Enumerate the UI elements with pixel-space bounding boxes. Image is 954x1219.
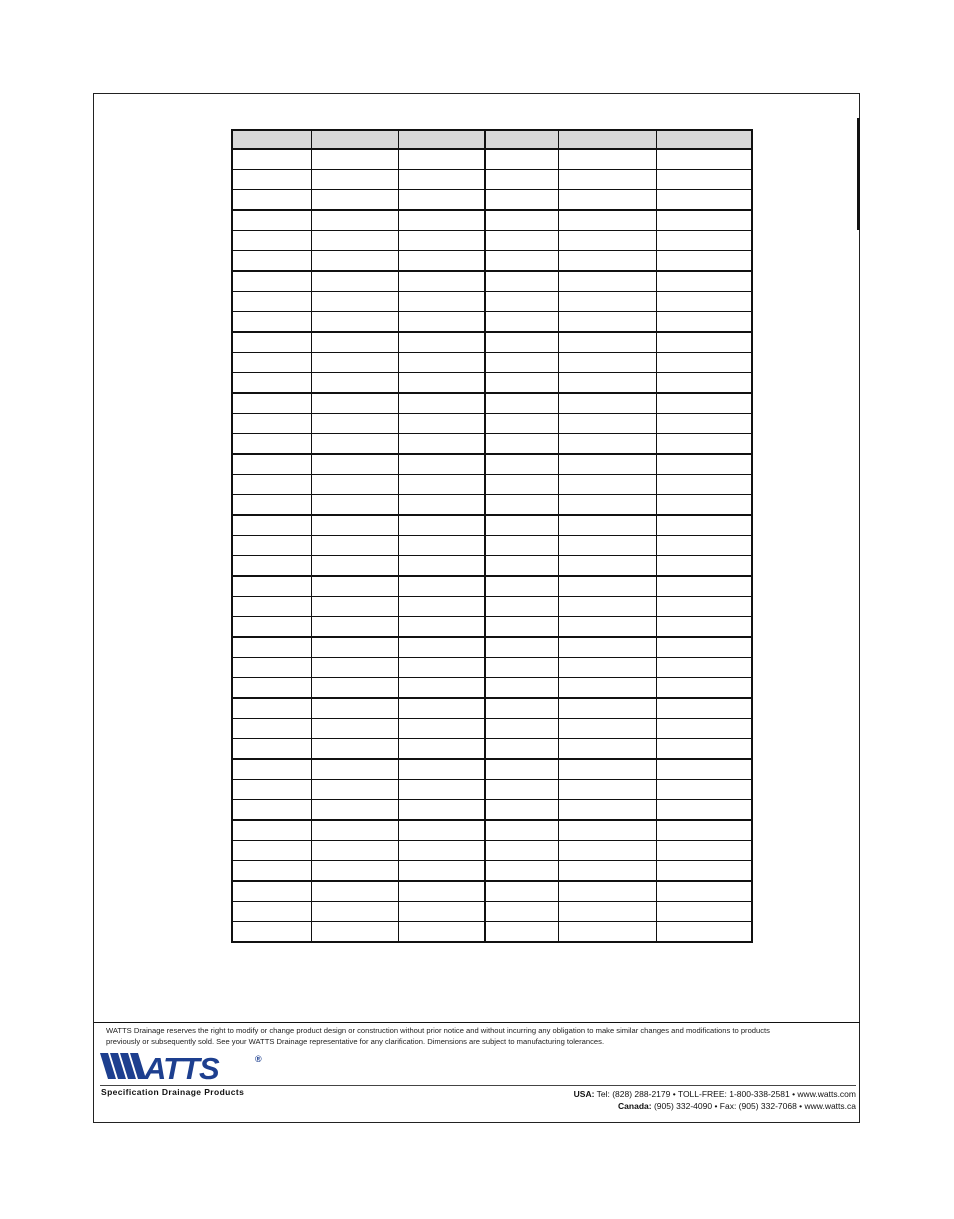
contact-block xyxy=(574,1088,856,1112)
table-cell xyxy=(656,536,752,556)
table-cell xyxy=(232,393,311,414)
table-cell xyxy=(311,902,398,922)
table-cell xyxy=(485,332,558,353)
table-cell xyxy=(398,231,485,251)
side-tab-marker xyxy=(857,118,860,230)
disclaimer-line: WATTS Drainage reserves the right to modify or change product design or construction without prior notice and without incurring any obligation to make similar changes and modifications to products xyxy=(106,1026,770,1035)
table-cell xyxy=(485,231,558,251)
table-cell xyxy=(558,719,656,739)
table-cell xyxy=(558,149,656,170)
table-cell xyxy=(558,353,656,373)
table-row xyxy=(232,454,752,475)
table-cell xyxy=(311,556,398,577)
table-cell xyxy=(558,495,656,516)
table-cell xyxy=(232,292,311,312)
table-cell xyxy=(558,678,656,699)
table-cell xyxy=(232,373,311,394)
table-cell xyxy=(311,353,398,373)
table-cell xyxy=(398,170,485,190)
table-cell xyxy=(656,678,752,699)
table-cell xyxy=(656,454,752,475)
table-row xyxy=(232,678,752,699)
blank-spec-table xyxy=(231,129,753,943)
table-cell xyxy=(311,922,398,943)
table-cell xyxy=(656,190,752,211)
table-row xyxy=(232,434,752,455)
table-row xyxy=(232,353,752,373)
table-cell xyxy=(232,312,311,333)
table-cell xyxy=(311,576,398,597)
table-row xyxy=(232,800,752,821)
table-row xyxy=(232,515,752,536)
table-cell xyxy=(656,881,752,902)
table-cell xyxy=(398,556,485,577)
table-cell xyxy=(656,922,752,943)
table-cell xyxy=(485,658,558,678)
table-cell xyxy=(311,739,398,760)
table-row xyxy=(232,271,752,292)
table-cell xyxy=(311,597,398,617)
table-cell xyxy=(232,597,311,617)
table-cell xyxy=(232,434,311,455)
table-cell xyxy=(485,902,558,922)
table-cell xyxy=(558,292,656,312)
table-cell xyxy=(311,332,398,353)
table-row xyxy=(232,414,752,434)
table-cell xyxy=(558,739,656,760)
table-cell xyxy=(311,536,398,556)
table-cell xyxy=(232,556,311,577)
tagline: Specification Drainage Products xyxy=(101,1087,245,1097)
table-cell xyxy=(232,820,311,841)
table-row xyxy=(232,251,752,272)
table-cell xyxy=(485,576,558,597)
table-cell xyxy=(232,353,311,373)
table-cell xyxy=(311,698,398,719)
table-cell xyxy=(485,312,558,333)
table-cell xyxy=(656,515,752,536)
table-cell xyxy=(398,454,485,475)
table-row xyxy=(232,881,752,902)
table-cell xyxy=(485,414,558,434)
table-cell xyxy=(398,149,485,170)
table-cell xyxy=(398,353,485,373)
table-row xyxy=(232,658,752,678)
table-cell xyxy=(398,373,485,394)
table-cell xyxy=(558,170,656,190)
table-cell xyxy=(398,210,485,231)
table-row xyxy=(232,902,752,922)
table-cell xyxy=(558,597,656,617)
table-cell xyxy=(558,637,656,658)
table-cell xyxy=(232,658,311,678)
table-cell xyxy=(311,495,398,516)
table-cell xyxy=(558,800,656,821)
table-cell xyxy=(232,902,311,922)
table-cell xyxy=(656,800,752,821)
table-cell xyxy=(398,251,485,272)
table-cell xyxy=(656,902,752,922)
table-cell xyxy=(232,881,311,902)
table-cell xyxy=(656,373,752,394)
table-row xyxy=(232,292,752,312)
table-cell xyxy=(485,861,558,882)
table-cell xyxy=(232,251,311,272)
table-cell xyxy=(558,841,656,861)
table-row xyxy=(232,780,752,800)
table-cell xyxy=(485,759,558,780)
table-cell xyxy=(485,820,558,841)
table-cell xyxy=(485,373,558,394)
table-cell xyxy=(558,251,656,272)
table-cell xyxy=(558,475,656,495)
table-cell xyxy=(398,617,485,638)
table-cell xyxy=(485,617,558,638)
table-cell xyxy=(656,292,752,312)
table-cell xyxy=(485,719,558,739)
table-cell xyxy=(232,719,311,739)
table-cell xyxy=(656,841,752,861)
watts-logo-icon xyxy=(100,1051,270,1081)
table-cell xyxy=(656,556,752,577)
table-cell xyxy=(485,515,558,536)
table-cell xyxy=(485,210,558,231)
table-cell xyxy=(485,475,558,495)
table-cell xyxy=(558,210,656,231)
table-cell xyxy=(485,536,558,556)
table-cell xyxy=(232,678,311,699)
table-cell xyxy=(232,149,311,170)
table-cell xyxy=(656,617,752,638)
table-cell xyxy=(232,861,311,882)
table-cell xyxy=(398,434,485,455)
table-cell xyxy=(656,820,752,841)
table-cell xyxy=(311,454,398,475)
table-cell xyxy=(311,617,398,638)
table-cell xyxy=(558,576,656,597)
table-cell xyxy=(232,190,311,211)
table-cell xyxy=(311,251,398,272)
table-row xyxy=(232,820,752,841)
usa-contact: USA: Tel: (828) 288-2179 • TOLL-FREE: 1-800-338-2581 • www.watts.com xyxy=(573,1089,856,1099)
table-cell xyxy=(656,231,752,251)
table-cell xyxy=(311,190,398,211)
header-cell xyxy=(656,130,752,149)
table-cell xyxy=(656,576,752,597)
svg-text:ATTS: ATTS xyxy=(144,1051,219,1081)
table-cell xyxy=(485,170,558,190)
table-row xyxy=(232,190,752,211)
table-cell xyxy=(398,841,485,861)
table-cell xyxy=(558,393,656,414)
table-cell xyxy=(485,556,558,577)
table-cell xyxy=(485,739,558,760)
table-cell xyxy=(485,434,558,455)
table-cell xyxy=(232,739,311,760)
table-cell xyxy=(485,678,558,699)
table-cell xyxy=(232,231,311,251)
header-cell xyxy=(232,130,311,149)
table-cell xyxy=(558,780,656,800)
table-cell xyxy=(485,353,558,373)
table-cell xyxy=(656,698,752,719)
table-row xyxy=(232,556,752,577)
table-cell xyxy=(311,637,398,658)
table-row xyxy=(232,373,752,394)
table-cell xyxy=(656,861,752,882)
table-cell xyxy=(485,841,558,861)
table-cell xyxy=(656,312,752,333)
table-cell xyxy=(398,658,485,678)
table-row xyxy=(232,597,752,617)
table-cell xyxy=(232,454,311,475)
table-cell xyxy=(656,414,752,434)
table-cell xyxy=(398,719,485,739)
table-cell xyxy=(485,292,558,312)
table-cell xyxy=(232,515,311,536)
table-cell xyxy=(232,780,311,800)
header-cell xyxy=(485,130,558,149)
table-cell xyxy=(311,475,398,495)
table-cell xyxy=(232,495,311,516)
table-cell xyxy=(398,414,485,434)
table-cell xyxy=(656,170,752,190)
table-cell xyxy=(398,536,485,556)
table-row xyxy=(232,841,752,861)
header-cell xyxy=(398,130,485,149)
table-cell xyxy=(398,861,485,882)
table-cell xyxy=(398,780,485,800)
table-cell xyxy=(311,271,398,292)
table-cell xyxy=(398,922,485,943)
table-cell xyxy=(656,210,752,231)
canada-contact: Canada: (905) 332-4090 • Fax: (905) 332-7068 • www.watts.ca xyxy=(618,1101,856,1111)
table-cell xyxy=(232,800,311,821)
table-row xyxy=(232,617,752,638)
table-cell xyxy=(485,881,558,902)
table-row xyxy=(232,475,752,495)
table-cell xyxy=(232,414,311,434)
table-cell xyxy=(398,292,485,312)
table-cell xyxy=(311,373,398,394)
table-cell xyxy=(398,739,485,760)
table-cell xyxy=(485,922,558,943)
table-cell xyxy=(398,637,485,658)
table-cell xyxy=(485,637,558,658)
table-cell xyxy=(485,800,558,821)
table-row xyxy=(232,759,752,780)
table-cell xyxy=(311,210,398,231)
table-cell xyxy=(656,597,752,617)
table-cell xyxy=(656,637,752,658)
table-cell xyxy=(398,678,485,699)
table-cell xyxy=(558,922,656,943)
table-cell xyxy=(232,637,311,658)
svg-text:®: ® xyxy=(255,1054,262,1064)
disclaimer-line: previously or subsequently sold. See your WATTS Drainage representative for any clarification. Dimensions are subject to manufacturing tolerances. xyxy=(106,1036,605,1046)
table-cell xyxy=(558,556,656,577)
table-cell xyxy=(311,312,398,333)
table-cell xyxy=(232,170,311,190)
table-row xyxy=(232,719,752,739)
table-row xyxy=(232,698,752,719)
table-cell xyxy=(558,414,656,434)
table-cell xyxy=(398,800,485,821)
table-cell xyxy=(656,434,752,455)
table-header-row xyxy=(232,130,752,149)
table-cell xyxy=(558,312,656,333)
table-cell xyxy=(656,332,752,353)
table-cell xyxy=(311,861,398,882)
table-cell xyxy=(398,271,485,292)
table-cell xyxy=(232,617,311,638)
table-cell xyxy=(311,719,398,739)
table-cell xyxy=(398,597,485,617)
table-cell xyxy=(656,353,752,373)
table-cell xyxy=(558,617,656,638)
table-cell xyxy=(311,780,398,800)
table-cell xyxy=(656,739,752,760)
table-cell xyxy=(232,698,311,719)
table-row xyxy=(232,536,752,556)
table-cell xyxy=(311,759,398,780)
table-cell xyxy=(558,536,656,556)
table-cell xyxy=(656,658,752,678)
table-cell xyxy=(558,515,656,536)
table-body xyxy=(232,149,752,942)
table-cell xyxy=(656,251,752,272)
table-cell xyxy=(656,759,752,780)
table-cell xyxy=(311,414,398,434)
table-cell xyxy=(398,759,485,780)
header-cell xyxy=(311,130,398,149)
table-cell xyxy=(485,251,558,272)
table-cell xyxy=(232,841,311,861)
table-row xyxy=(232,922,752,943)
table-cell xyxy=(311,170,398,190)
table-cell xyxy=(558,861,656,882)
table-cell xyxy=(558,231,656,251)
table-cell xyxy=(398,820,485,841)
table-cell xyxy=(656,475,752,495)
table-cell xyxy=(485,149,558,170)
disclaimer-text xyxy=(106,1026,846,1047)
table-cell xyxy=(558,271,656,292)
table-cell xyxy=(558,658,656,678)
table-cell xyxy=(398,190,485,211)
table-cell xyxy=(232,332,311,353)
table-cell xyxy=(485,271,558,292)
table-cell xyxy=(485,698,558,719)
table-cell xyxy=(656,780,752,800)
table-cell xyxy=(311,881,398,902)
table-row xyxy=(232,170,752,190)
table-cell xyxy=(232,576,311,597)
table-cell xyxy=(398,698,485,719)
footer-divider xyxy=(94,1022,860,1023)
table-cell xyxy=(311,841,398,861)
table-cell xyxy=(485,190,558,211)
table-cell xyxy=(398,475,485,495)
table-cell xyxy=(232,271,311,292)
table-row xyxy=(232,149,752,170)
table-row xyxy=(232,637,752,658)
table-row xyxy=(232,210,752,231)
table-cell xyxy=(558,190,656,211)
table-cell xyxy=(311,292,398,312)
table-row xyxy=(232,576,752,597)
table-cell xyxy=(656,719,752,739)
table-cell xyxy=(656,495,752,516)
table-cell xyxy=(311,678,398,699)
table-cell xyxy=(656,271,752,292)
table-cell xyxy=(398,576,485,597)
table-cell xyxy=(232,922,311,943)
table-cell xyxy=(558,373,656,394)
table-cell xyxy=(311,658,398,678)
table-cell xyxy=(232,475,311,495)
table-cell xyxy=(311,231,398,251)
table-cell xyxy=(656,393,752,414)
table-cell xyxy=(558,454,656,475)
table-row xyxy=(232,332,752,353)
table-cell xyxy=(398,881,485,902)
table-cell xyxy=(558,698,656,719)
header-cell xyxy=(558,130,656,149)
table-cell xyxy=(485,597,558,617)
table-row xyxy=(232,495,752,516)
table-cell xyxy=(311,393,398,414)
table-cell xyxy=(398,495,485,516)
table-cell xyxy=(398,393,485,414)
table-row xyxy=(232,312,752,333)
table-cell xyxy=(398,515,485,536)
table-row xyxy=(232,393,752,414)
contact-divider xyxy=(100,1085,856,1086)
table-cell xyxy=(311,149,398,170)
table-cell xyxy=(485,454,558,475)
table-cell xyxy=(558,434,656,455)
table-cell xyxy=(558,759,656,780)
table-cell xyxy=(232,536,311,556)
table-cell xyxy=(485,780,558,800)
table-cell xyxy=(311,434,398,455)
table-cell xyxy=(558,902,656,922)
table-cell xyxy=(398,902,485,922)
table-cell xyxy=(558,881,656,902)
table-cell xyxy=(485,495,558,516)
table-row xyxy=(232,739,752,760)
table-cell xyxy=(656,149,752,170)
table-cell xyxy=(311,515,398,536)
table-cell xyxy=(558,820,656,841)
table-cell xyxy=(485,393,558,414)
table-cell xyxy=(558,332,656,353)
table-row xyxy=(232,861,752,882)
table-cell xyxy=(311,800,398,821)
table-cell xyxy=(232,759,311,780)
table-cell xyxy=(232,210,311,231)
table-cell xyxy=(398,312,485,333)
table-cell xyxy=(311,820,398,841)
table-cell xyxy=(398,332,485,353)
table-row xyxy=(232,231,752,251)
